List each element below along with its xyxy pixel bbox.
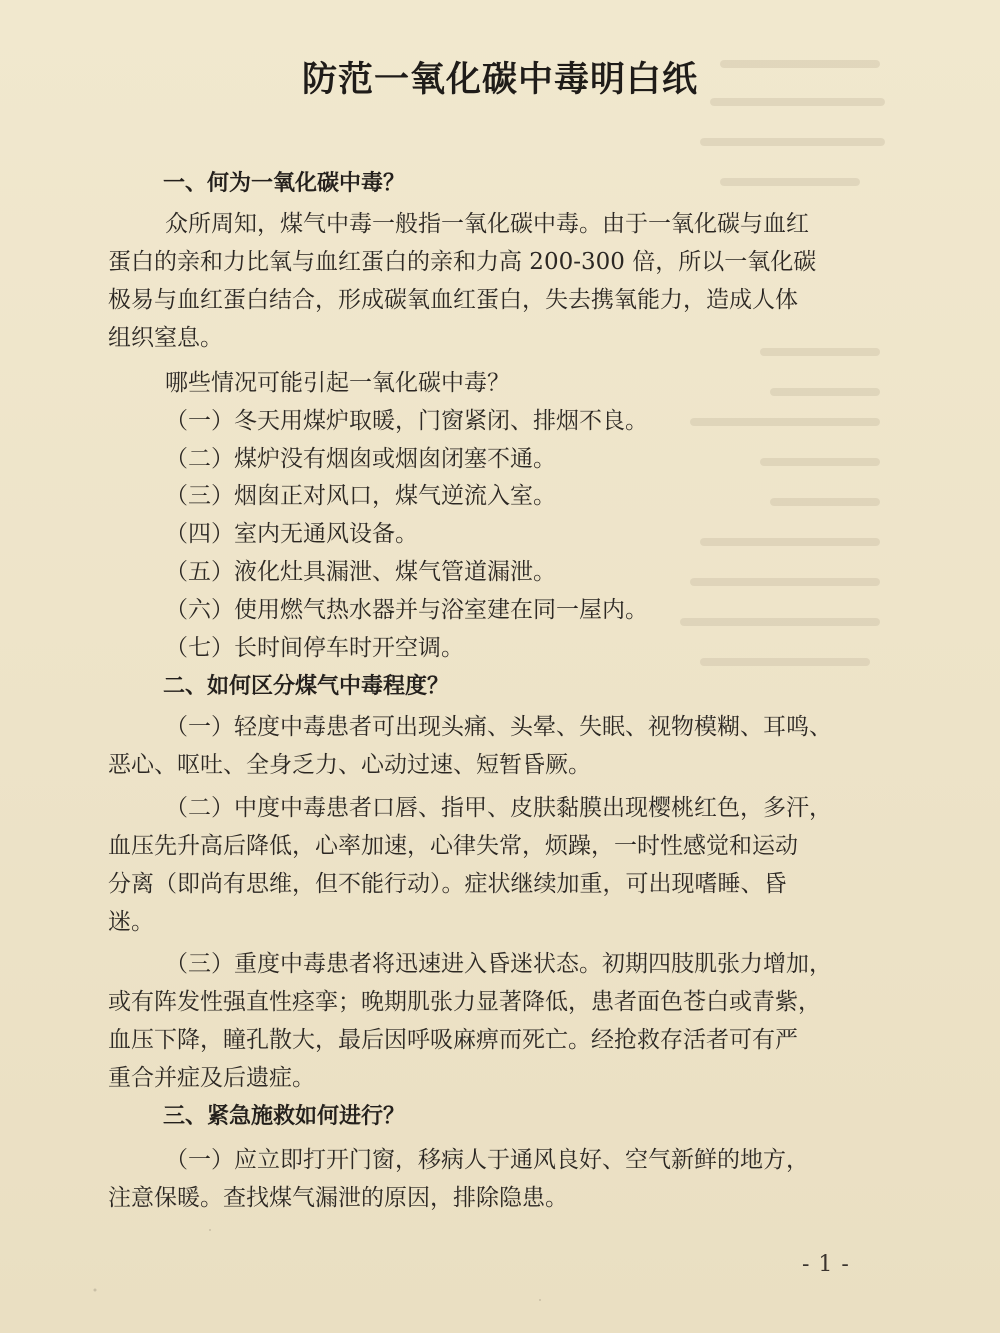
paragraph-line: 众所周知，煤气中毒一般指一氧化碳中毒。由于一氧化碳与血红 <box>165 211 809 237</box>
section-heading-2: 二、如何区分煤气中毒程度？ <box>163 674 450 699</box>
paragraph-line: 迷。 <box>108 909 154 935</box>
paragraph-line: （三）重度中毒患者将迅速进入昏迷状态。初期四肢肌张力增加， <box>165 951 832 977</box>
page-number: - 1 - <box>802 1252 850 1277</box>
list-item: （五）液化灶具漏泄、煤气管道漏泄。 <box>165 559 556 585</box>
list-item: （三）烟囱正对风口，煤气逆流入室。 <box>165 483 556 509</box>
paragraph-line: 分离（即尚有思维，但不能行动）。症状继续加重，可出现嗜睡、昏 <box>108 871 787 897</box>
list-item: （一）冬天用煤炉取暖，门窗紧闭、排烟不良。 <box>165 408 648 434</box>
paragraph-line: 血压下降，瞳孔散大，最后因呼吸麻痹而死亡。经抢救存活者可有严 <box>108 1027 798 1053</box>
list-item: （二）煤炉没有烟囱或烟囱闭塞不通。 <box>165 446 556 472</box>
section-heading-1: 一、何为一氧化碳中毒？ <box>163 171 406 196</box>
list-item: （四）室内无通风设备。 <box>165 521 418 547</box>
paragraph-line: 蛋白的亲和力比氧与血红蛋白的亲和力高 200-300 倍，所以一氧化碳 <box>108 249 817 275</box>
paragraph-line: （一）轻度中毒患者可出现头痛、头晕、失眠、视物模糊、耳鸣、 <box>165 714 832 740</box>
paragraph-line: 血压先升高后降低，心率加速，心律失常，烦躁，一时性感觉和运动 <box>108 833 798 859</box>
list-item: （七）长时间停车时开空调。 <box>165 635 464 661</box>
paragraph-line: （一）应立即打开门窗，移病人于通风良好、空气新鲜的地方， <box>165 1147 809 1173</box>
section-heading-3: 三、紧急施救如何进行？ <box>163 1104 406 1129</box>
paragraph-line: （二）中度中毒患者口唇、指甲、皮肤黏膜出现樱桃红色，多汗， <box>165 795 832 821</box>
paragraph-line: 或有阵发性强直性痉挛；晚期肌张力显著降低，患者面色苍白或青紫， <box>108 989 821 1015</box>
paragraph-line: 注意保暖。查找煤气漏泄的原因，排除隐患。 <box>108 1185 568 1211</box>
paragraph-line: 恶心、呕吐、全身乏力、心动过速、短暂昏厥。 <box>108 752 591 778</box>
paragraph-line: 哪些情况可能引起一氧化碳中毒？ <box>165 370 510 396</box>
paragraph-line: 重合并症及后遗症。 <box>108 1065 315 1091</box>
paragraph-line: 极易与血红蛋白结合，形成碳氧血红蛋白，失去携氧能力，造成人体 <box>108 287 798 313</box>
paragraph-line: 组织窒息。 <box>108 325 223 351</box>
document-title: 防范一氧化碳中毒明白纸 <box>301 60 698 100</box>
list-item: （六）使用燃气热水器并与浴室建在同一屋内。 <box>165 597 648 623</box>
